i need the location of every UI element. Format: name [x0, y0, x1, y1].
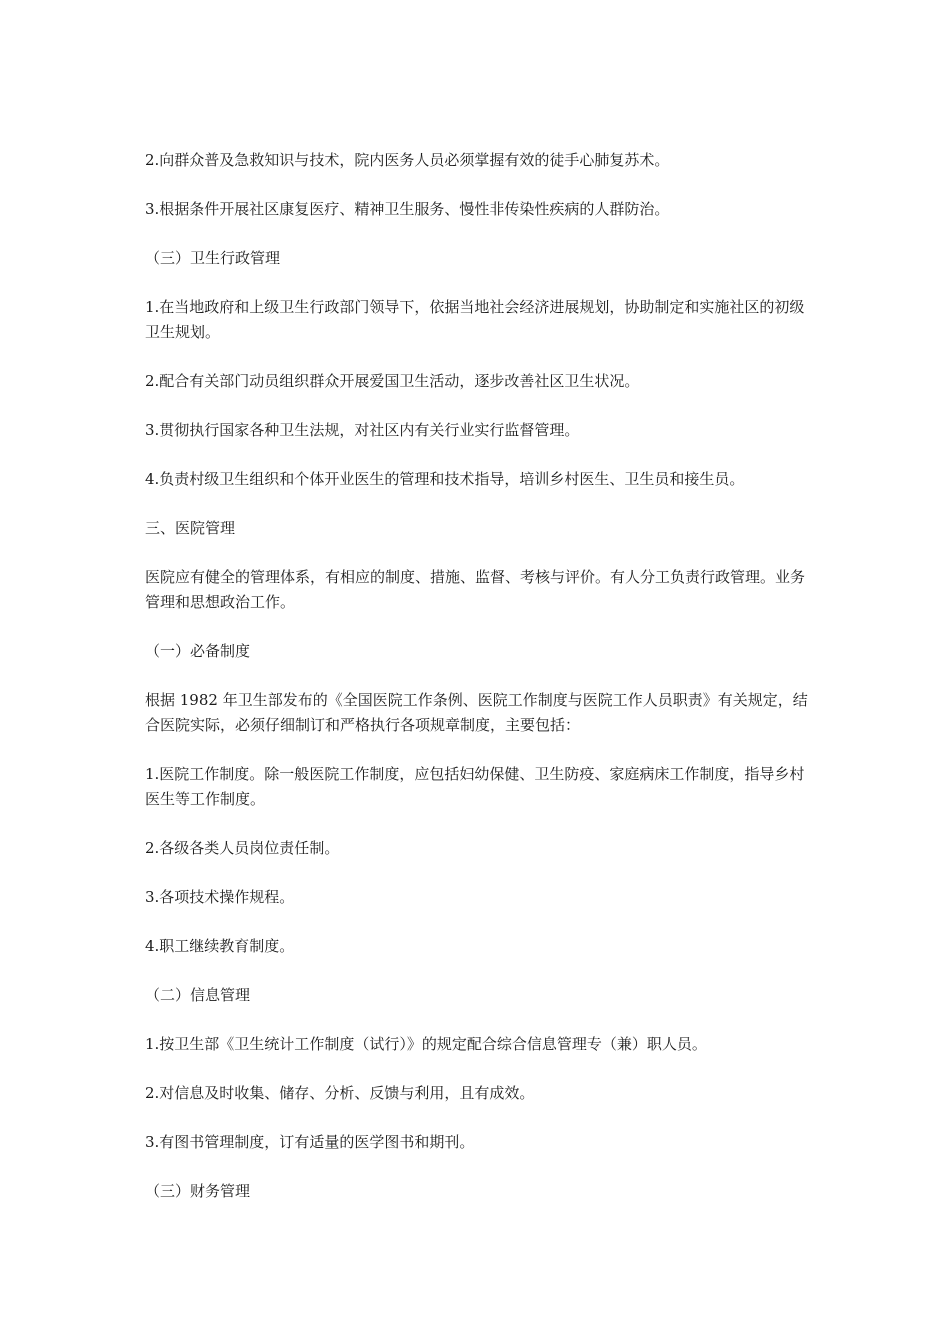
- paragraph-info-1: 1.按卫生部《卫生统计工作制度（试行）》的规定配合综合信息管理专（兼）职人员。: [145, 1035, 707, 1053]
- section-heading-health-admin: （三）卫生行政管理: [145, 249, 281, 267]
- paragraph-item-2: 2.向群众普及急救知识与技术，院内医务人员必须掌握有效的徒手心肺复苏术。: [145, 151, 670, 169]
- paragraph-required-intro: 根据 1982 年卫生部发布的《全国医院工作条例、医院工作制度与医院工作人员职责》有关规定，结合医院实际，必须仔细制订和严格执行各项规章制度，主要包括：: [145, 691, 808, 734]
- section-heading-hospital-management: 三、医院管理: [145, 519, 236, 537]
- paragraph-required-4: 4.职工继续教育制度。: [145, 937, 295, 955]
- paragraph-admin-2: 2.配合有关部门动员组织群众开展爱国卫生活动，逐步改善社区卫生状况。: [145, 372, 640, 390]
- paragraph-admin-1: 1.在当地政府和上级卫生行政部门领导下，依据当地社会经济进展规划，协助制定和实施社区的初级卫生规划。: [145, 298, 805, 341]
- paragraph-admin-4: 4.负责村级卫生组织和个体开业医生的管理和技术指导，培训乡村医生、卫生员和接生员。: [145, 470, 745, 488]
- paragraph-required-3: 3.各项技术操作规程。: [145, 888, 295, 906]
- paragraph-info-3: 3.有图书管理制度，订有适量的医学图书和期刊。: [145, 1133, 475, 1151]
- section-heading-financial-management: （三）财务管理: [145, 1182, 251, 1200]
- paragraph-required-2: 2.各级各类人员岗位责任制。: [145, 839, 340, 857]
- document-body: [145, 148, 817, 1228]
- section-heading-required-systems: （一）必备制度: [145, 642, 251, 660]
- paragraph-hospital-intro: 医院应有健全的管理体系，有相应的制度、措施、监督、考核与评价。有人分工负责行政管理。业务管理和思想政治工作。: [145, 568, 806, 611]
- paragraph-required-1: 1.医院工作制度。除一般医院工作制度，应包括妇幼保健、卫生防疫、家庭病床工作制度，指导乡村医生等工作制度。: [145, 765, 805, 808]
- paragraph-item-3: 3.根据条件开展社区康复医疗、精神卫生服务、慢性非传染性疾病的人群防治。: [145, 200, 670, 218]
- paragraph-info-2: 2.对信息及时收集、储存、分析、反馈与利用，且有成效。: [145, 1084, 535, 1102]
- paragraph-admin-3: 3.贯彻执行国家各种卫生法规，对社区内有关行业实行监督管理。: [145, 421, 580, 439]
- section-heading-information-management: （二）信息管理: [145, 986, 251, 1004]
